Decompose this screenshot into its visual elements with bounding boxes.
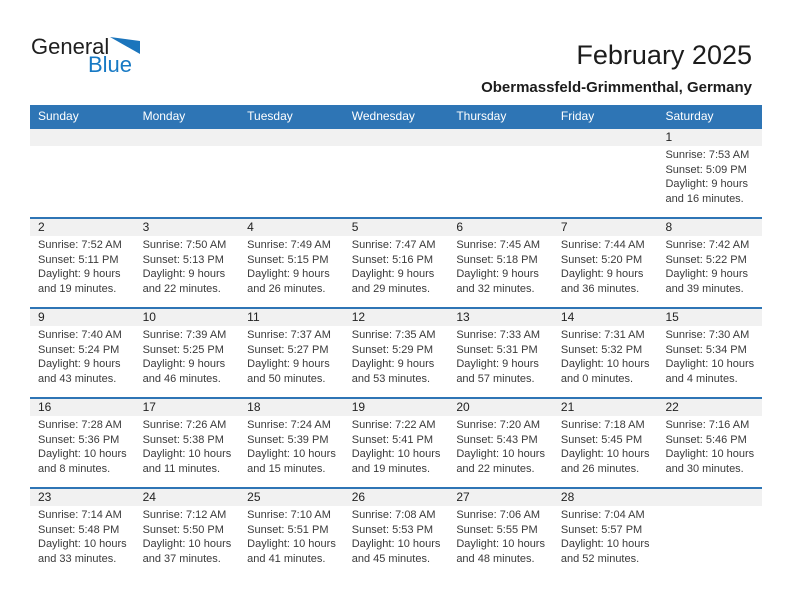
sunset-text: Sunset: 5:22 PM — [665, 253, 747, 266]
day-cell-13 — [448, 309, 553, 397]
day-info — [657, 236, 762, 296]
sunrise-text: Sunrise: 7:24 AM — [247, 419, 331, 431]
week-row — [30, 487, 762, 577]
date-number: 6 — [448, 219, 553, 236]
day-info — [344, 326, 449, 386]
week-row — [30, 397, 762, 487]
date-number: 22 — [657, 399, 762, 416]
date-number: 25 — [239, 489, 344, 506]
date-number: 9 — [30, 309, 135, 326]
day-cell-empty — [239, 129, 344, 217]
weekday-header-thursday: Thursday — [456, 109, 507, 123]
day-info — [657, 146, 762, 206]
date-number: 7 — [553, 219, 658, 236]
sunrise-text: Sunrise: 7:14 AM — [38, 509, 122, 521]
day-info — [239, 146, 344, 148]
sunset-text: Sunset: 5:32 PM — [560, 343, 643, 356]
date-number: 24 — [135, 489, 240, 506]
sunset-text: Sunset: 5:48 PM — [38, 523, 120, 536]
sunrise-text: Sunrise: 7:52 AM — [38, 239, 122, 251]
date-number — [344, 129, 449, 146]
daylight-text: Daylight: 9 hours and 19 minutes. — [38, 268, 121, 295]
day-cell-empty — [135, 129, 240, 217]
day-info — [135, 326, 240, 386]
month-title: February 2025 — [576, 40, 752, 70]
daylight-text: Daylight: 9 hours and 16 minutes. — [665, 178, 749, 205]
sunset-text: Sunset: 5:53 PM — [351, 523, 434, 536]
sunset-text: Sunset: 5:46 PM — [665, 433, 747, 446]
sunset-text: Sunset: 5:09 PM — [665, 163, 747, 176]
date-number: 28 — [553, 489, 658, 506]
date-number: 13 — [448, 309, 553, 326]
day-cell-28 — [553, 489, 658, 577]
day-cell-empty — [448, 129, 553, 217]
day-cell-10 — [135, 309, 240, 397]
daylight-text: Daylight: 10 hours and 48 minutes. — [456, 538, 545, 565]
daylight-text: Daylight: 10 hours and 19 minutes. — [351, 448, 441, 475]
date-number: 26 — [344, 489, 449, 506]
sunset-text: Sunset: 5:25 PM — [142, 343, 224, 356]
daylight-text: Daylight: 9 hours and 53 minutes. — [351, 358, 435, 385]
sunset-text: Sunset: 5:36 PM — [38, 433, 120, 446]
day-info — [448, 236, 553, 296]
day-info — [448, 326, 553, 386]
daylight-text: Daylight: 10 hours and 4 minutes. — [665, 358, 755, 385]
daylight-text: Daylight: 10 hours and 45 minutes. — [351, 538, 441, 565]
day-cell-3 — [135, 219, 240, 307]
sunset-text: Sunset: 5:39 PM — [247, 433, 329, 446]
day-info — [30, 416, 135, 476]
weekday-header-saturday: Saturday — [665, 109, 714, 123]
sunrise-text: Sunrise: 7:49 AM — [247, 239, 331, 251]
general-blue-logo — [31, 36, 140, 76]
day-info — [30, 236, 135, 296]
sunset-text: Sunset: 5:20 PM — [560, 253, 643, 266]
day-cell-15 — [657, 309, 762, 397]
daylight-text: Daylight: 9 hours and 46 minutes. — [142, 358, 226, 385]
date-number: 17 — [135, 399, 240, 416]
title-block — [481, 40, 752, 96]
date-number: 10 — [135, 309, 240, 326]
daylight-text: Daylight: 10 hours and 37 minutes. — [142, 538, 232, 565]
daylight-text: Daylight: 9 hours and 29 minutes. — [351, 268, 435, 295]
weekday-header-wednesday: Wednesday — [351, 109, 415, 123]
day-info — [448, 416, 553, 476]
day-info — [239, 326, 344, 386]
date-number: 18 — [239, 399, 344, 416]
day-info — [30, 146, 135, 148]
weekday-header-row — [30, 105, 762, 127]
day-info — [657, 326, 762, 386]
day-info — [448, 146, 553, 148]
logo-text-general: General — [31, 34, 110, 59]
week-row — [30, 217, 762, 307]
sunrise-text: Sunrise: 7:39 AM — [142, 329, 227, 341]
day-cell-9 — [30, 309, 135, 397]
day-cell-8 — [657, 219, 762, 307]
day-info — [30, 326, 135, 386]
day-cell-16 — [30, 399, 135, 487]
day-info — [135, 506, 240, 566]
day-info — [344, 146, 449, 148]
sunrise-text: Sunrise: 7:47 AM — [351, 239, 436, 251]
sunset-text: Sunset: 5:51 PM — [247, 523, 329, 536]
day-cell-27 — [448, 489, 553, 577]
sunrise-text: Sunrise: 7:08 AM — [351, 509, 436, 521]
sunset-text: Sunset: 5:55 PM — [456, 523, 538, 536]
sunrise-text: Sunrise: 7:35 AM — [351, 329, 436, 341]
weekday-header-monday: Monday — [142, 109, 186, 123]
date-number: 27 — [448, 489, 553, 506]
sunrise-text: Sunrise: 7:53 AM — [665, 149, 750, 161]
day-cell-6 — [448, 219, 553, 307]
weekday-header-friday: Friday — [560, 109, 595, 123]
sunrise-text: Sunrise: 7:20 AM — [456, 419, 541, 431]
date-number: 23 — [30, 489, 135, 506]
sunset-text: Sunset: 5:34 PM — [665, 343, 747, 356]
daylight-text: Daylight: 9 hours and 32 minutes. — [456, 268, 539, 295]
day-info — [553, 506, 658, 566]
day-cell-18 — [239, 399, 344, 487]
sunrise-text: Sunrise: 7:42 AM — [665, 239, 750, 251]
date-number: 5 — [344, 219, 449, 236]
sunset-text: Sunset: 5:50 PM — [142, 523, 224, 536]
day-info — [448, 506, 553, 566]
sunset-text: Sunset: 5:15 PM — [247, 253, 329, 266]
sunrise-text: Sunrise: 7:33 AM — [456, 329, 541, 341]
sunset-text: Sunset: 5:11 PM — [38, 253, 119, 266]
day-cell-5 — [344, 219, 449, 307]
daylight-text: Daylight: 9 hours and 50 minutes. — [247, 358, 330, 385]
sunset-text: Sunset: 5:16 PM — [351, 253, 434, 266]
daylight-text: Daylight: 9 hours and 26 minutes. — [247, 268, 330, 295]
daylight-text: Daylight: 9 hours and 39 minutes. — [665, 268, 749, 295]
sunrise-text: Sunrise: 7:28 AM — [38, 419, 122, 431]
day-info — [553, 416, 658, 476]
daylight-text: Daylight: 10 hours and 52 minutes. — [560, 538, 650, 565]
date-number: 14 — [553, 309, 658, 326]
day-cell-7 — [553, 219, 658, 307]
daylight-text: Daylight: 10 hours and 0 minutes. — [560, 358, 650, 385]
day-cell-4 — [239, 219, 344, 307]
sunrise-text: Sunrise: 7:40 AM — [38, 329, 122, 341]
date-number — [448, 129, 553, 146]
date-number — [553, 129, 658, 146]
daylight-text: Daylight: 9 hours and 36 minutes. — [560, 268, 644, 295]
sunrise-text: Sunrise: 7:04 AM — [560, 509, 645, 521]
date-number: 3 — [135, 219, 240, 236]
sunset-text: Sunset: 5:18 PM — [456, 253, 538, 266]
date-number — [239, 129, 344, 146]
day-cell-2 — [30, 219, 135, 307]
sunrise-text: Sunrise: 7:22 AM — [351, 419, 436, 431]
sunrise-text: Sunrise: 7:06 AM — [456, 509, 541, 521]
calendar-grid — [30, 105, 762, 577]
day-cell-11 — [239, 309, 344, 397]
day-cell-empty — [30, 129, 135, 217]
sunset-text: Sunset: 5:29 PM — [351, 343, 434, 356]
date-number — [135, 129, 240, 146]
daylight-text: Daylight: 10 hours and 11 minutes. — [142, 448, 232, 475]
sunrise-text: Sunrise: 7:45 AM — [456, 239, 541, 251]
sunset-text: Sunset: 5:38 PM — [142, 433, 224, 446]
daylight-text: Daylight: 9 hours and 57 minutes. — [456, 358, 539, 385]
day-info — [553, 236, 658, 296]
day-cell-12 — [344, 309, 449, 397]
day-cell-26 — [344, 489, 449, 577]
date-number — [657, 489, 762, 506]
date-number: 16 — [30, 399, 135, 416]
day-cell-25 — [239, 489, 344, 577]
daylight-text: Daylight: 10 hours and 8 minutes. — [38, 448, 127, 475]
sunset-text: Sunset: 5:41 PM — [351, 433, 434, 446]
day-cell-empty — [553, 129, 658, 217]
day-info — [135, 416, 240, 476]
sunrise-text: Sunrise: 7:26 AM — [142, 419, 227, 431]
day-info — [344, 506, 449, 566]
day-cell-17 — [135, 399, 240, 487]
logo-text-blue: Blue — [88, 52, 133, 77]
daylight-text: Daylight: 10 hours and 15 minutes. — [247, 448, 336, 475]
day-info — [344, 236, 449, 296]
day-cell-22 — [657, 399, 762, 487]
sunrise-text: Sunrise: 7:10 AM — [247, 509, 331, 521]
week-row — [30, 127, 762, 217]
sunrise-text: Sunrise: 7:50 AM — [142, 239, 227, 251]
day-cell-empty — [344, 129, 449, 217]
daylight-text: Daylight: 9 hours and 22 minutes. — [142, 268, 226, 295]
daylight-text: Daylight: 10 hours and 30 minutes. — [665, 448, 755, 475]
day-cell-19 — [344, 399, 449, 487]
daylight-text: Daylight: 10 hours and 41 minutes. — [247, 538, 336, 565]
sunrise-text: Sunrise: 7:31 AM — [560, 329, 645, 341]
day-cell-20 — [448, 399, 553, 487]
day-info — [30, 506, 135, 566]
sunrise-text: Sunrise: 7:18 AM — [560, 419, 645, 431]
day-info — [657, 416, 762, 476]
sunset-text: Sunset: 5:27 PM — [247, 343, 329, 356]
day-info — [135, 146, 240, 148]
sunset-text: Sunset: 5:57 PM — [560, 523, 643, 536]
day-cell-21 — [553, 399, 658, 487]
day-info — [135, 236, 240, 296]
daylight-text: Daylight: 9 hours and 43 minutes. — [38, 358, 121, 385]
date-number: 15 — [657, 309, 762, 326]
date-number: 20 — [448, 399, 553, 416]
date-number: 21 — [553, 399, 658, 416]
week-row — [30, 307, 762, 397]
sunrise-text: Sunrise: 7:16 AM — [665, 419, 750, 431]
day-cell-24 — [135, 489, 240, 577]
sunset-text: Sunset: 5:24 PM — [38, 343, 120, 356]
day-info — [657, 506, 762, 508]
daylight-text: Daylight: 10 hours and 26 minutes. — [560, 448, 650, 475]
daylight-text: Daylight: 10 hours and 22 minutes. — [456, 448, 545, 475]
date-number: 8 — [657, 219, 762, 236]
day-info — [239, 236, 344, 296]
date-number: 1 — [657, 129, 762, 146]
day-cell-empty — [657, 489, 762, 577]
location-subtitle: Obermassfeld-Grimmenthal, Germany — [481, 79, 752, 96]
sunrise-text: Sunrise: 7:44 AM — [560, 239, 645, 251]
sunset-text: Sunset: 5:13 PM — [142, 253, 224, 266]
daylight-text: Daylight: 10 hours and 33 minutes. — [38, 538, 127, 565]
day-info — [239, 416, 344, 476]
day-cell-14 — [553, 309, 658, 397]
sunrise-text: Sunrise: 7:12 AM — [142, 509, 227, 521]
sunset-text: Sunset: 5:43 PM — [456, 433, 538, 446]
date-number: 4 — [239, 219, 344, 236]
day-info — [239, 506, 344, 566]
weekday-header-tuesday: Tuesday — [247, 109, 293, 123]
sunrise-text: Sunrise: 7:37 AM — [247, 329, 331, 341]
day-cell-23 — [30, 489, 135, 577]
sunset-text: Sunset: 5:31 PM — [456, 343, 538, 356]
sunset-text: Sunset: 5:45 PM — [560, 433, 643, 446]
date-number — [30, 129, 135, 146]
date-number: 12 — [344, 309, 449, 326]
day-cell-1 — [657, 129, 762, 217]
sunrise-text: Sunrise: 7:30 AM — [665, 329, 750, 341]
date-number: 19 — [344, 399, 449, 416]
day-info — [553, 146, 658, 148]
day-info — [344, 416, 449, 476]
date-number: 2 — [30, 219, 135, 236]
day-info — [553, 326, 658, 386]
weekday-header-sunday: Sunday — [38, 109, 79, 123]
date-number: 11 — [239, 309, 344, 326]
